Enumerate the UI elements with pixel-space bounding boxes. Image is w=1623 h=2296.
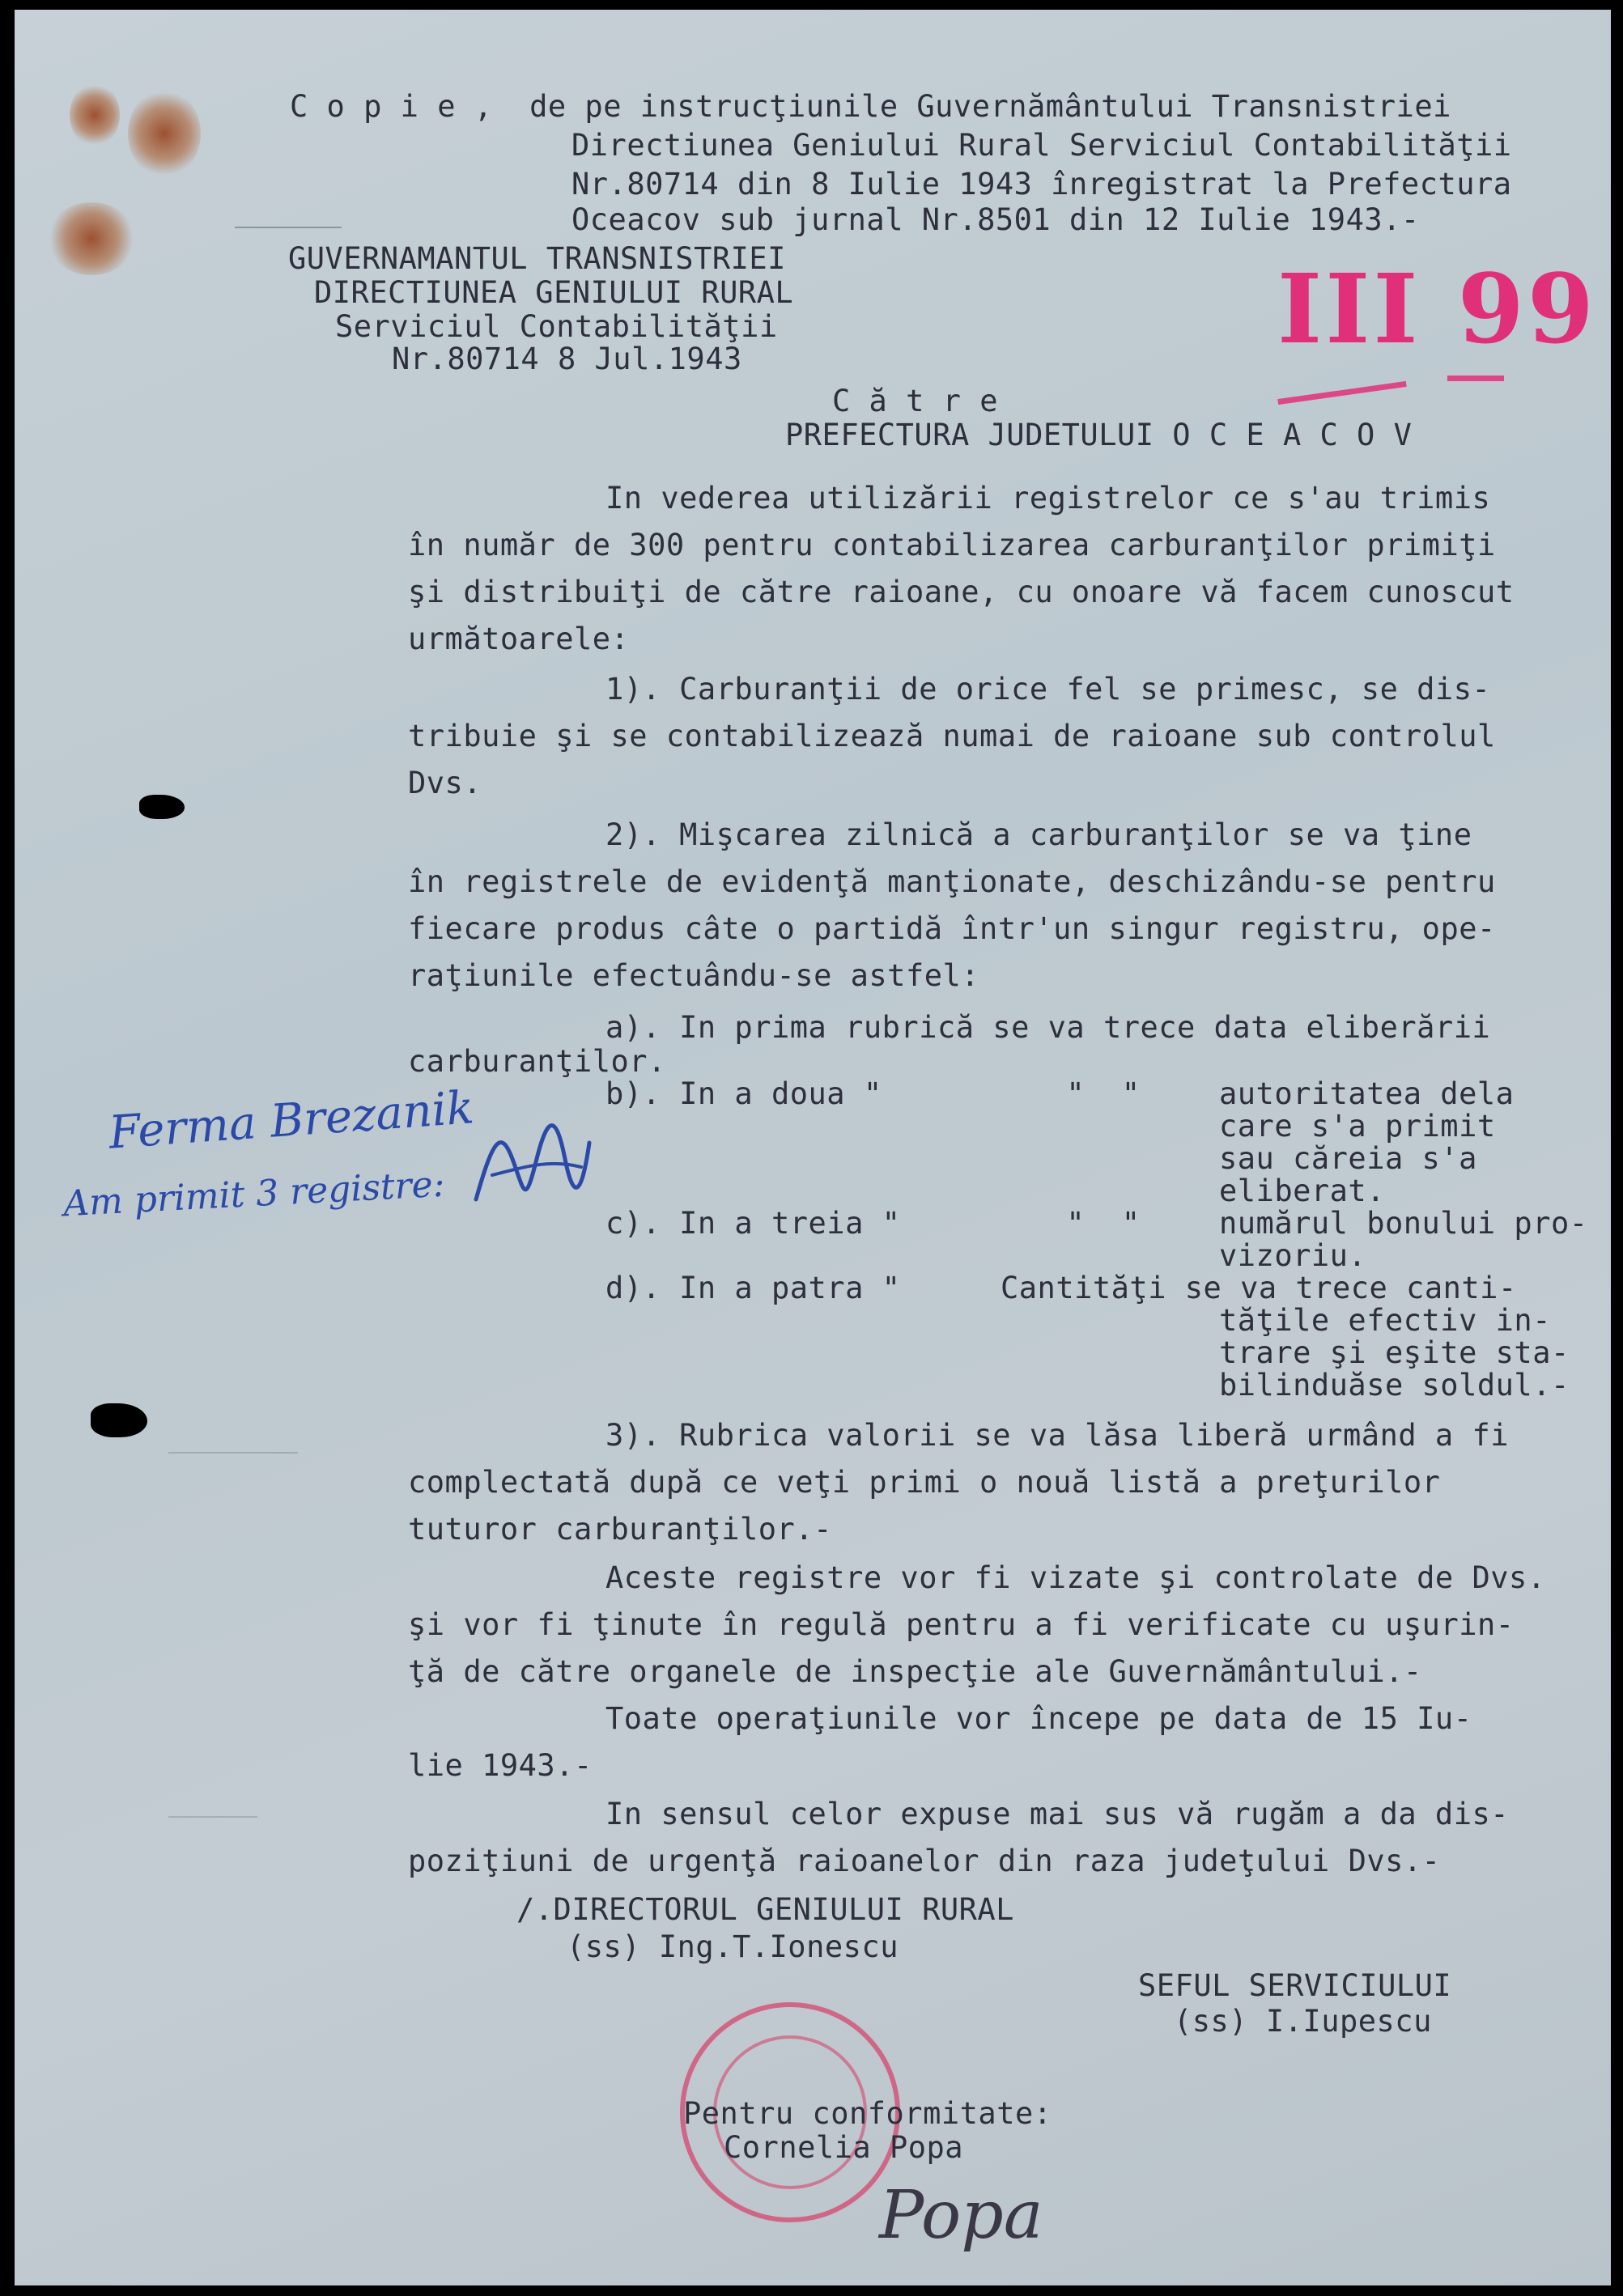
text-line: şi distribuiţi de către raioane, cu onoare vă facem cunoscut	[408, 575, 1515, 609]
text-line: autoritatea dela	[1219, 1076, 1515, 1111]
margin-mark	[168, 1452, 298, 1454]
text-line: numărul bonului pro-	[1219, 1206, 1588, 1241]
text-line: a). In prima rubrică se va trece data eliberării	[605, 1010, 1491, 1045]
text-line: b). In a doua " " "	[605, 1076, 1141, 1111]
punch-hole	[91, 1403, 147, 1437]
text-line: c). In a treia " " "	[605, 1206, 1141, 1241]
handwritten-note-line: Am primit 3 registre:	[62, 1163, 446, 1225]
text-line: bilinduăse soldul.-	[1219, 1368, 1570, 1403]
text-line: In sensul celor expuse mai sus vă rugăm a da dis-	[605, 1797, 1510, 1831]
text-line: care s'a primit	[1219, 1109, 1496, 1144]
text-line: complectată după ce veţi primi o nouă listă a preţurilor	[408, 1465, 1441, 1500]
text-line: următoarele:	[408, 622, 630, 656]
divider-rule	[235, 227, 342, 228]
letterhead-line: DIRECTIUNEA GENIULUI RURAL	[314, 275, 794, 310]
text-line: tribuie şi se contabilizează numai de raioane sub controlul	[408, 719, 1496, 753]
signature-name: (ss) I.Iupescu	[1174, 2004, 1432, 2039]
registry-mark: III 99	[1277, 253, 1597, 365]
copy-header-line: Oceacov sub jurnal Nr.8501 din 12 Iulie 1943.-	[571, 202, 1420, 237]
signature-title: SEFUL SERVICIULUI	[1138, 1968, 1452, 2003]
text-line: In vederea utilizării registrelor ce s'au trimis	[605, 481, 1491, 516]
text-line: lie 1943.-	[408, 1748, 593, 1783]
text-line: în număr de 300 pentru contabilizarea carburanţilor primiţi	[408, 528, 1496, 562]
text-line: d). In a patra "	[605, 1271, 901, 1305]
document-page	[15, 10, 1611, 2285]
recipient-name: PREFECTURA JUDETULUI O C E A C O V	[785, 418, 1413, 452]
text-line: ţă de către organele de inspecţie ale Guvernământului.-	[408, 1654, 1422, 1689]
text-line: Cantităţi se va trece canti-	[1001, 1271, 1517, 1305]
punch-hole	[139, 795, 185, 819]
signature-title: /.DIRECTORUL GENIULUI RURAL	[516, 1892, 1014, 1927]
text-line: Dvs.	[408, 766, 482, 800]
signature-name: (ss) Ing.T.Ionescu	[567, 1929, 899, 1964]
text-line: raţiunile efectuându-se astfel:	[408, 958, 980, 993]
text-line: trare şi eşite sta-	[1219, 1335, 1570, 1370]
text-line: Aceste registre vor fi vizate şi controlate de Dvs.	[605, 1560, 1546, 1595]
text-line: vizoriu.	[1219, 1238, 1367, 1273]
text-line: tuturor carburanţilor.-	[408, 1512, 832, 1547]
text-line: sau căreia s'a	[1219, 1141, 1477, 1176]
letterhead-line: Serviciul Contabilităţii	[335, 309, 778, 344]
text-line: în registrele de evidenţă manţionate, deschizându-se pentru	[408, 864, 1496, 899]
letterhead-line: Nr.80714 8 Jul.1943	[392, 342, 742, 376]
text-line: fiecare produs câte o partidă într'un singur registru, ope-	[408, 911, 1496, 946]
text-line: 3). Rubrica valorii se va lăsa liberă urmând a fi	[605, 1418, 1510, 1453]
registry-mark-underline	[1447, 376, 1504, 381]
text-line: şi vor fi ţinute în regulă pentru a fi verificate cu uşurin-	[408, 1607, 1515, 1642]
rust-stain	[128, 89, 201, 178]
handwritten-initials	[468, 1110, 597, 1224]
letterhead-line: GUVERNAMANTUL TRANSNISTRIEI	[288, 241, 786, 276]
text-line: 2). Mişcarea zilnică a carburanţilor se va ţine	[605, 817, 1472, 852]
copy-header-line: Nr.80714 din 8 Iulie 1943 înregistrat la Prefectura	[571, 167, 1512, 202]
registry-mark-underline	[1277, 381, 1406, 405]
handwritten-signature: Popa	[879, 2177, 1043, 2254]
conformity-name: Cornelia Popa	[724, 2130, 964, 2165]
conformity-label: Pentru conformitate:	[683, 2096, 1052, 2131]
handwritten-note-line: Ferma Brezanik	[107, 1081, 476, 1160]
copy-header-line: C o p i e , de pe instrucţiunile Guvernământului Transnistriei	[290, 89, 1451, 124]
text-line: tăţile efectiv in-	[1219, 1303, 1551, 1338]
text-line: eliberat.	[1219, 1173, 1385, 1208]
text-line: 1). Carburanţii de orice fel se primesc, se dis-	[605, 672, 1491, 707]
text-line: carburanţilor.	[408, 1044, 666, 1079]
recipient-to: C ă t r e	[832, 384, 998, 418]
text-line: Toate operaţiunile vor începe pe data de 15 Iu-	[605, 1701, 1472, 1736]
rust-stain	[47, 202, 136, 275]
text-line: poziţiuni de urgenţă raioanelor din raza judeţului Dvs.-	[408, 1844, 1441, 1878]
rust-stain	[70, 83, 120, 147]
copy-header-line: Directiunea Geniului Rural Serviciul Contabilităţii	[571, 128, 1512, 163]
margin-mark	[168, 1816, 257, 1818]
